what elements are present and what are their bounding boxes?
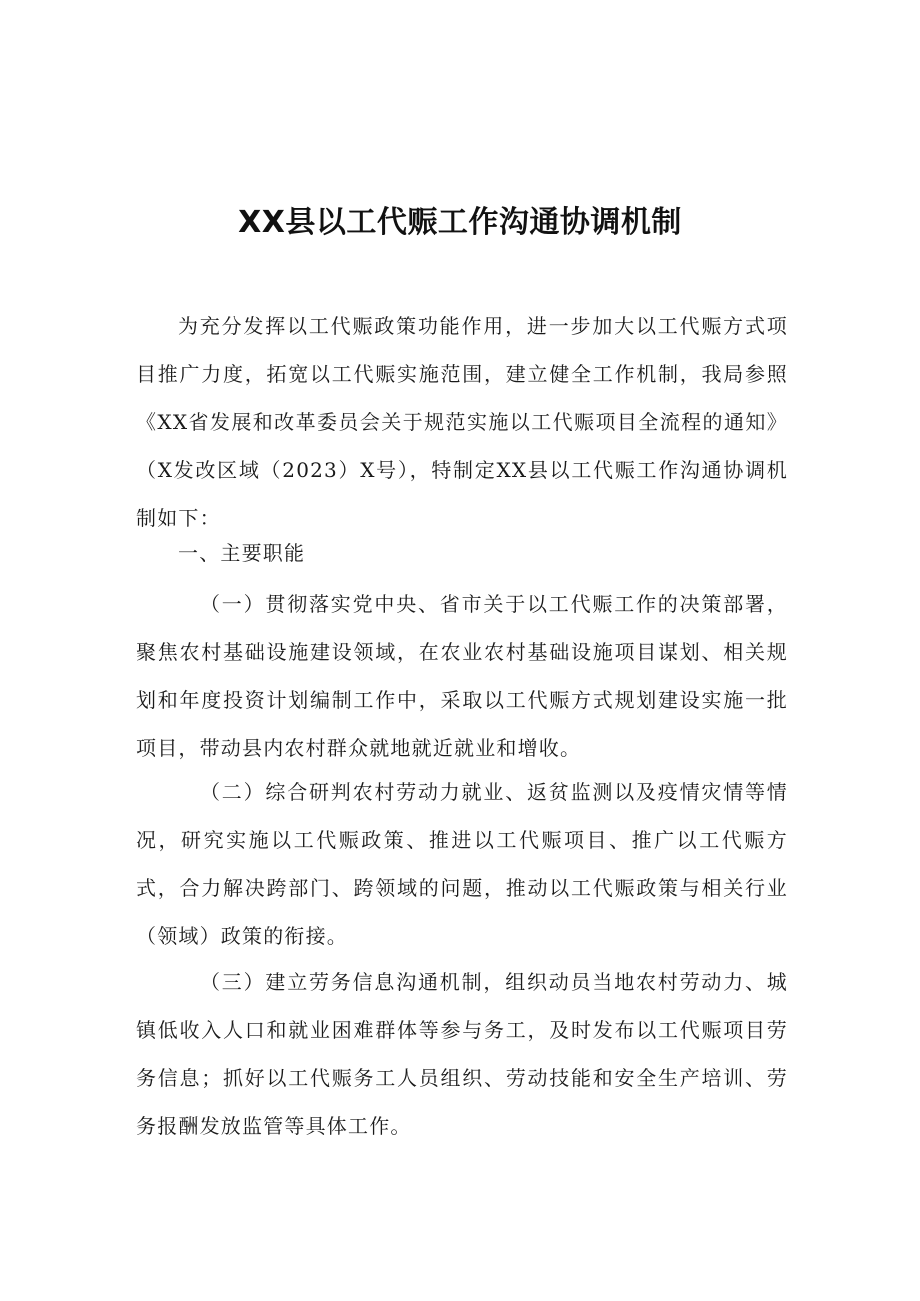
duty-item-2: （二）综合研判农村劳动力就业、返贫监测以及疫情灾情等情况，研究实施以工代赈政策、推进以工代赈项目、推广以工代赈方式，合力解决跨部门、跨领域的问题，推动以工代赈政策与相关行业（领域）政策的衔接。 bbox=[136, 780, 788, 948]
intro-paragraph: 为充分发挥以工代赈政策功能作用，进一步加大以工代赈方式项目推广力度，拓宽以工代赈实施范围，建立健全工作机制，我局参照《XX省发展和改革委员会关于规范实施以工代赈项目全流程的通知》（X发改区域（2023）X号），特制定XX县以工代赈工作沟通协调机制如下： bbox=[136, 314, 788, 530]
duty-item-3: （三）建立劳务信息沟通机制，组织动员当地农村劳动力、城镇低收入人口和就业困难群体等参与务工，及时发布以工代赈项目劳务信息；抓好以工代赈务工人员组织、劳动技能和安全生产培训、劳务报酬发放监管等具体工作。 bbox=[136, 970, 788, 1138]
document-title: XX县以工代赈工作沟通协调机制 bbox=[238, 205, 682, 241]
section-heading: 一、主要职能 bbox=[178, 541, 306, 565]
duty-item-1: （一）贯彻落实党中央、省市关于以工代赈工作的决策部署，聚焦农村基础设施建设领域，在农业农村基础设施项目谋划、相关规划和年度投资计划编制工作中，采取以工代赈方式规划建设实施一批项目，带动县内农村群众就地就近就业和增收。 bbox=[136, 592, 788, 760]
